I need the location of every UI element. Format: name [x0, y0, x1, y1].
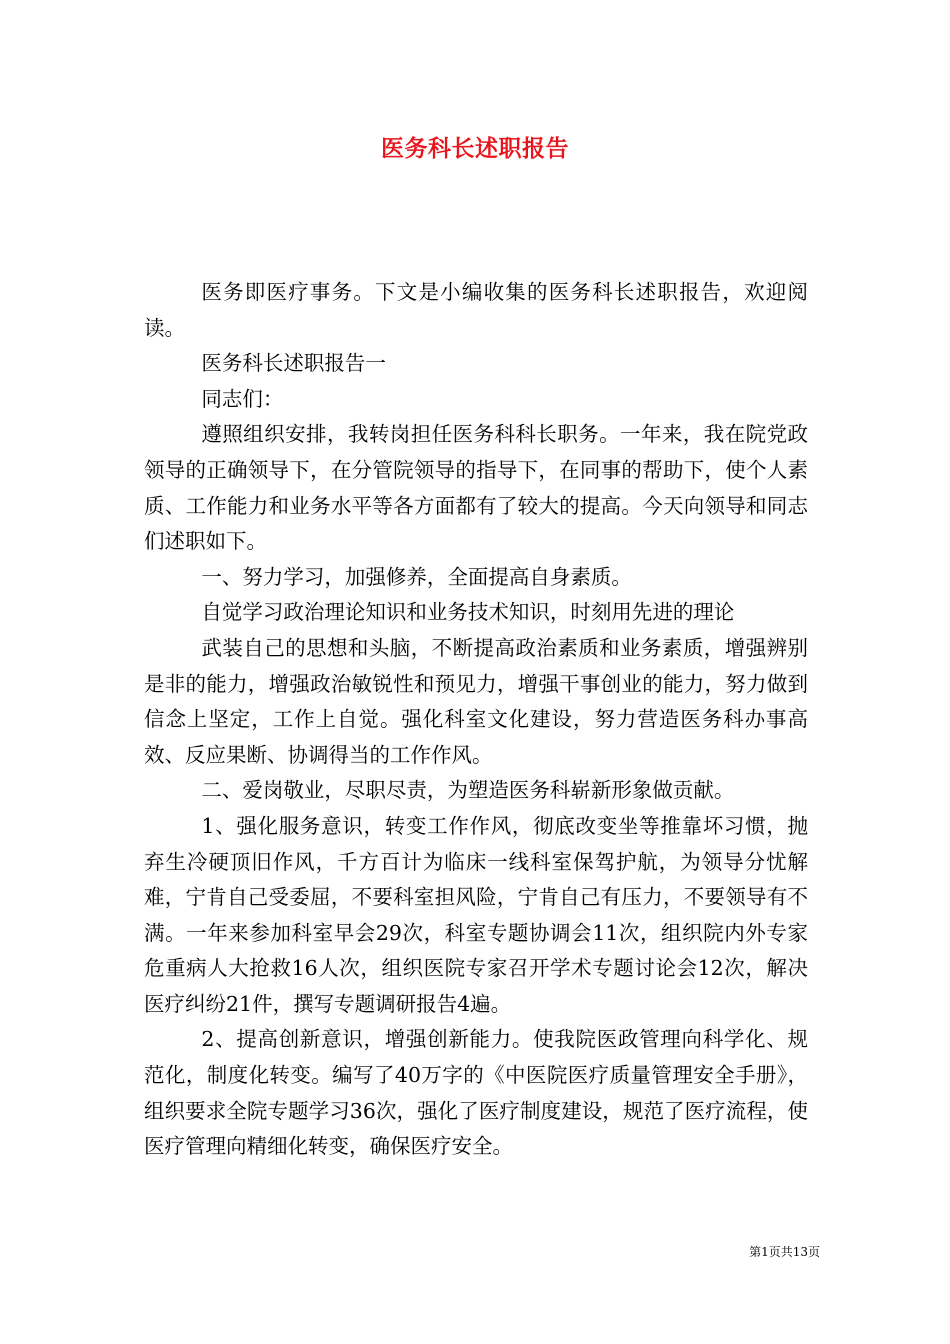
paragraph-salutation: 同志们： [201, 386, 284, 411]
paragraph-section-two-heading: 二、爱岗敬业，尽职尽责，为塑造医务科崭新形象做贡献。 [201, 778, 735, 803]
paragraph-section-one-heading: 一、努力学习，加强修养，全面提高自身素质。 [201, 564, 632, 589]
paragraph-opening: 遵照组织安排，我转岗担任医务科科长职务。一年来，我在院党政领导的正确领导下，在分管院领导的指导下，在同事的帮助下，使个人素质、工作能力和业务水平等各方面都有了较大的提高。今天向领导和同志们述职如下。 [144, 422, 808, 554]
page-number-footer: 第1页共13页 [749, 1245, 820, 1259]
document-title: 医务科长述职报告 [381, 135, 569, 162]
paragraph-study-detail: 武装自己的思想和头脑，不断提高政治素质和业务素质，增强辨别是非的能力，增强政治敏锐性和预见力，增强干事创业的能力，努力做到信念上坚定，工作上自觉。强化科室文化建设，努力营造医务科办事高效、反应果断、协调得当的工作作风。 [144, 635, 808, 767]
paragraph-intro: 医务即医疗事务。下文是小编收集的医务科长述职报告，欢迎阅读。 [144, 280, 808, 340]
paragraph-report-heading: 医务科长述职报告一 [201, 351, 386, 376]
document-body [144, 275, 808, 1165]
paragraph-item-two: 2、提高创新意识，增强创新能力。使我院医政管理向科学化、规范化，制度化转变。编写了40万字的《中医院医疗质量管理安全手册》，组织要求全院专题学习36次，强化了医疗制度建设，规范了医疗流程，使医疗管理向精细化转变，确保医疗安全。 [144, 1027, 808, 1159]
paragraph-item-one: 1、强化服务意识，转变工作作风，彻底改变坐等推靠坏习惯，抛弃生冷硬顶旧作风，千方百计为临床一线科室保驾护航，为领导分忧解难，宁肯自己受委屈，不要科室担风险，宁肯自己有压力，不要领导有不满。一年来参加科室早会29次，科室专题协调会11次，组织院内外专家危重病人大抢救16人次，组织医院专家召开学术专题讨论会12次，解决医疗纠纷21件，撰写专题调研报告4遍。 [144, 813, 808, 1016]
paragraph-study-line: 自觉学习政治理论知识和业务技术知识，时刻用先进的理论 [201, 600, 735, 625]
